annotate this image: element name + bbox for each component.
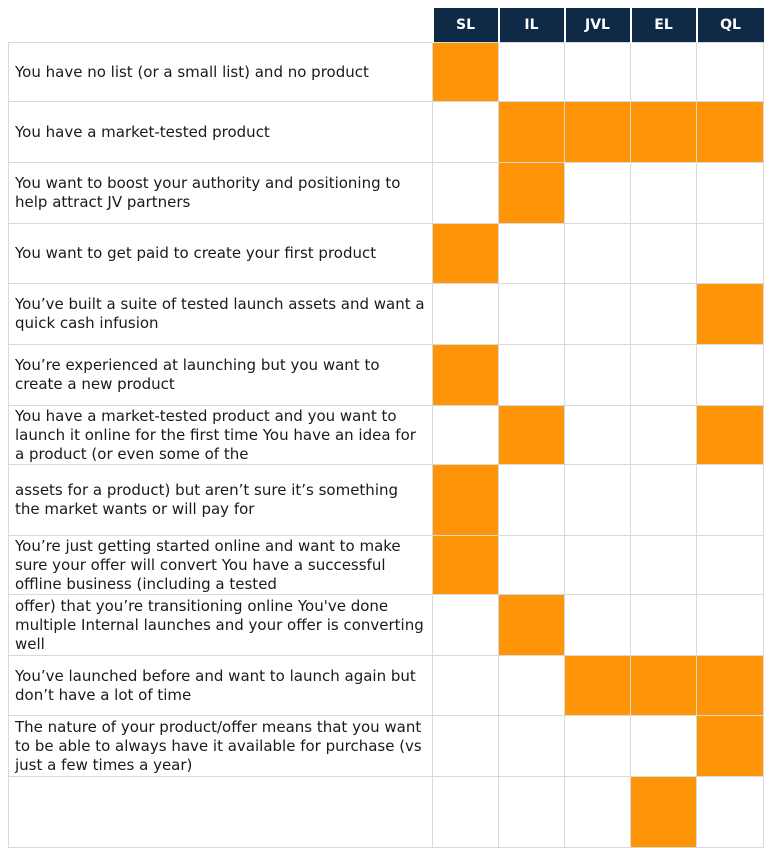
table-row (9, 102, 764, 163)
empty-cell (433, 163, 499, 224)
row-description: You want to boost your authority and positioning to help attract JV partners (9, 163, 433, 224)
row-description: The nature of your product/offer means that you want to be able to always have it available for purchase (vs just a few times a year) (9, 716, 433, 777)
empty-cell (697, 224, 764, 284)
empty-cell (565, 716, 631, 777)
header-il: IL (499, 8, 565, 43)
marked-cell (433, 536, 499, 595)
row-description: You’re experienced at launching but you want to create a new product (9, 345, 433, 406)
empty-cell (565, 595, 631, 656)
empty-cell (565, 536, 631, 595)
empty-cell (631, 595, 697, 656)
marked-cell (697, 102, 764, 163)
empty-cell (433, 406, 499, 465)
empty-cell (433, 595, 499, 656)
empty-cell (565, 777, 631, 848)
row-description (9, 777, 433, 848)
header-el: EL (631, 8, 697, 43)
row-description: You’ve built a suite of tested launch assets and want a quick cash infusion (9, 284, 433, 345)
empty-cell (499, 345, 565, 406)
empty-cell (433, 716, 499, 777)
marked-cell (697, 656, 764, 716)
marked-cell (631, 656, 697, 716)
marked-cell (433, 43, 499, 102)
empty-cell (631, 43, 697, 102)
marked-cell (565, 656, 631, 716)
row-description: You have a market-tested product and you want to launch it online for the first time You have an idea for a product (or even some of the (9, 406, 433, 465)
empty-cell (697, 777, 764, 848)
empty-cell (499, 716, 565, 777)
table-row (9, 224, 764, 284)
empty-cell (433, 656, 499, 716)
empty-cell (697, 163, 764, 224)
marked-cell (433, 345, 499, 406)
header-ql: QL (697, 8, 764, 43)
marked-cell (499, 102, 565, 163)
empty-cell (499, 656, 565, 716)
empty-cell (499, 536, 565, 595)
empty-cell (697, 43, 764, 102)
table-row (9, 465, 764, 536)
empty-cell (631, 345, 697, 406)
empty-cell (499, 284, 565, 345)
marked-cell (433, 465, 499, 536)
marked-cell (499, 163, 565, 224)
empty-cell (499, 43, 565, 102)
marked-cell (631, 102, 697, 163)
table-row (9, 777, 764, 848)
empty-cell (565, 224, 631, 284)
row-description: You have no list (or a small list) and no product (9, 43, 433, 102)
table-row (9, 406, 764, 465)
marked-cell (499, 595, 565, 656)
marked-cell (697, 716, 764, 777)
launch-comparison-table (8, 8, 764, 848)
marked-cell (697, 284, 764, 345)
table-row (9, 716, 764, 777)
empty-cell (565, 284, 631, 345)
empty-cell (697, 536, 764, 595)
empty-cell (499, 224, 565, 284)
empty-cell (499, 777, 565, 848)
empty-cell (499, 465, 565, 536)
empty-cell (631, 163, 697, 224)
header-blank-cell (9, 8, 433, 43)
empty-cell (565, 465, 631, 536)
row-description: You’ve launched before and want to launch again but don’t have a lot of time (9, 656, 433, 716)
marked-cell (697, 406, 764, 465)
marked-cell (499, 406, 565, 465)
empty-cell (565, 43, 631, 102)
empty-cell (631, 224, 697, 284)
row-description: You have a market-tested product (9, 102, 433, 163)
marked-cell (433, 224, 499, 284)
row-description: You want to get paid to create your first product (9, 224, 433, 284)
empty-cell (631, 716, 697, 777)
row-description: You’re just getting started online and want to make sure your offer will convert You have a successful offline business (including a tested (9, 536, 433, 595)
empty-cell (565, 406, 631, 465)
row-description: offer) that you’re transitioning online You've done multiple Internal launches and your offer is converting well (9, 595, 433, 656)
empty-cell (433, 777, 499, 848)
empty-cell (631, 465, 697, 536)
empty-cell (565, 345, 631, 406)
empty-cell (697, 345, 764, 406)
empty-cell (631, 536, 697, 595)
empty-cell (565, 163, 631, 224)
table-row (9, 345, 764, 406)
table-row (9, 536, 764, 595)
empty-cell (433, 284, 499, 345)
empty-cell (631, 284, 697, 345)
header-sl: SL (433, 8, 499, 43)
empty-cell (631, 406, 697, 465)
marked-cell (565, 102, 631, 163)
empty-cell (433, 102, 499, 163)
header-jvl: JVL (565, 8, 631, 43)
table-row (9, 595, 764, 656)
table-row (9, 656, 764, 716)
table-row (9, 163, 764, 224)
header-row (9, 8, 764, 43)
table-row (9, 43, 764, 102)
empty-cell (697, 595, 764, 656)
row-description: assets for a product) but aren’t sure it’s something the market wants or will pay for (9, 465, 433, 536)
table-body (9, 43, 764, 848)
table-row (9, 284, 764, 345)
empty-cell (697, 465, 764, 536)
marked-cell (631, 777, 697, 848)
